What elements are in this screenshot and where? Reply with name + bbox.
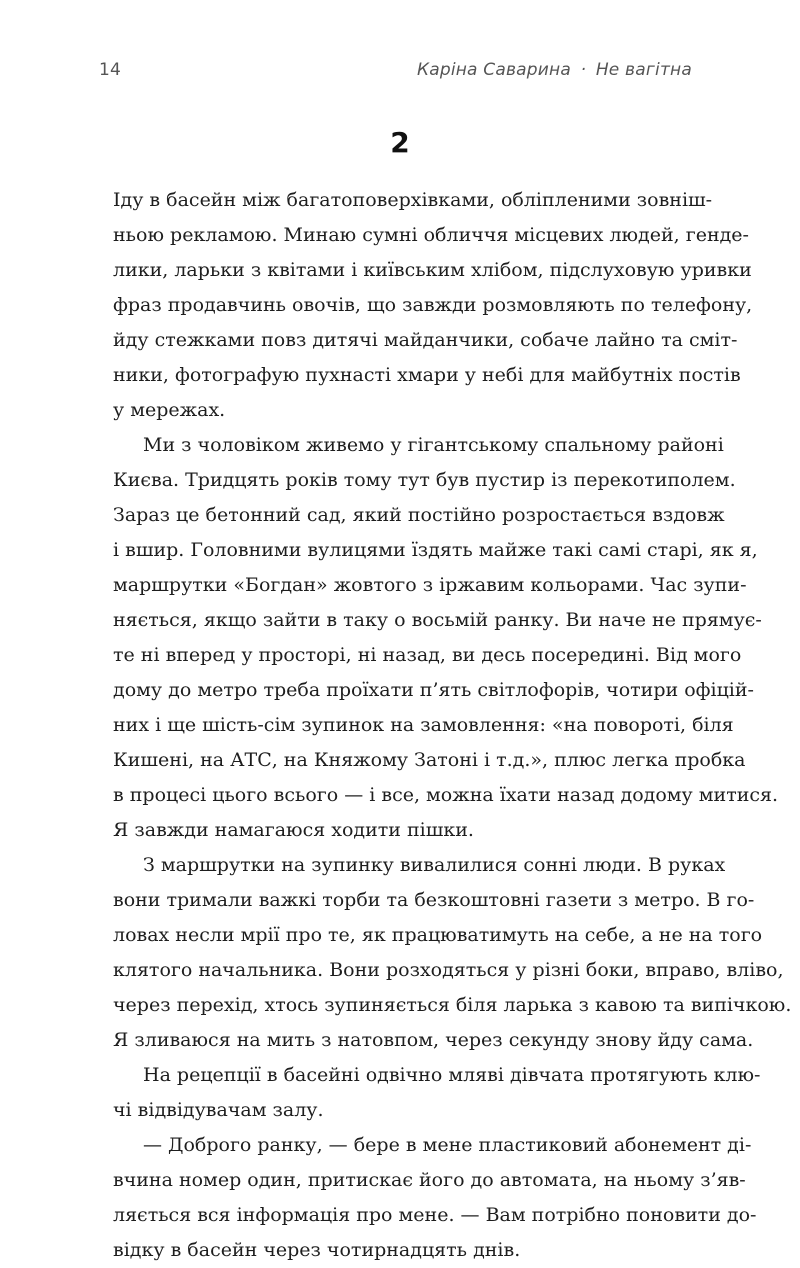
paragraph — [113, 1128, 757, 1268]
paragraph — [113, 1058, 761, 1128]
text-line: відку в басейн через чотирнадцять днів. — [113, 1239, 521, 1261]
text-line: через перехід, хтось зупиняється біля ларька з кавою та випічкою. — [113, 994, 792, 1016]
text-line: і вшир. Головними вулицями їздять майже такі самі старі, як я, — [113, 539, 758, 561]
text-line: Я завжди намагаюся ходити пішки. — [113, 819, 474, 841]
header-author: Каріна Саварина — [416, 60, 571, 80]
chapter-number: 2 — [390, 126, 410, 159]
page-number: 14 — [99, 60, 122, 80]
text-line: них і ще шість-сім зупинок на замовлення: «на повороті, біля — [113, 714, 734, 736]
text-line: маршрутки «Богдан» жовтого з іржавим кольорами. Час зупи- — [113, 574, 747, 596]
text-line: Я зливаюся на мить з натовпом, через секунду знову йду сама. — [113, 1029, 754, 1051]
text-line: Іду в басейн між багатоповерхівками, обліпленими зовніш- — [113, 189, 713, 211]
text-line: клятого начальника. Вони розходяться у різні боки, вправо, вліво, — [113, 959, 784, 981]
running-header — [417, 60, 692, 80]
paragraph — [113, 848, 792, 1058]
text-line: няється, якщо зайти в таку о восьмій ранку. Ви наче не прямує- — [113, 609, 762, 631]
text-line: йду стежками повз дитячі майданчики, собаче лайно та смiт- — [113, 329, 738, 351]
text-line: у мережах. — [113, 399, 226, 421]
text-line: ляється вся інформація про мене. — Вам потрібно поновити до- — [113, 1204, 757, 1226]
text-line: те ні вперед у просторі, ні назад, ви десь посередині. Від мого — [113, 644, 742, 666]
header-book-title: Не вагітна — [595, 60, 692, 80]
text-line: Києва. Тридцять років тому тут був пустир із перекотиполем. — [113, 469, 736, 491]
text-line: Ми з чоловіком живемо у гігантському спальному районі — [143, 434, 724, 456]
header-separator: · — [580, 60, 587, 80]
paragraph — [113, 428, 779, 848]
text-line: Зараз це бетонний сад, який постійно розростається вздовж — [113, 504, 725, 526]
text-line: З маршрутки на зупинку вивалилися сонні люди. В руках — [143, 854, 726, 876]
paragraph — [113, 183, 753, 428]
text-line: Кишені, на АТС, на Княжому Затоні і т.д.», плюс легка пробка — [113, 749, 746, 771]
text-line: чі відвідувачам залу. — [113, 1099, 324, 1121]
text-line: ньою рекламою. Минаю сумні обличчя місцевих людей, генде- — [113, 224, 749, 246]
text-line: На рецепції в басейні одвічно мляві дівчата протягують клю- — [143, 1064, 761, 1086]
text-line: лики, ларьки з квітами і київським хлібом, підслуховую уривки — [113, 259, 752, 281]
text-line: фраз продавчинь овочів, що завжди розмовляють по телефону, — [113, 294, 753, 316]
text-line: дому до метро треба проїхати п’ять світлофорів, чотири офіцій- — [113, 679, 754, 701]
text-line: — Доброго ранку, — бере в мене пластиковий абонемент ді- — [143, 1134, 752, 1156]
text-line: в процесі цього всього — і все, можна їхати назад додому митися. — [113, 784, 779, 806]
text-line: вчина номер один, притискає його до автомата, на ньому з’яв- — [113, 1169, 746, 1191]
body-text — [113, 183, 792, 1268]
text-line: ловах несли мрії про те, як працюватимуть на себе, а не на того — [113, 924, 763, 946]
text-line: вони тримали важкі торби та безкоштовні газети з метро. В го- — [113, 889, 755, 911]
text-line: ники, фотографую пухнасті хмари у небі для майбутніх постів — [113, 364, 741, 386]
